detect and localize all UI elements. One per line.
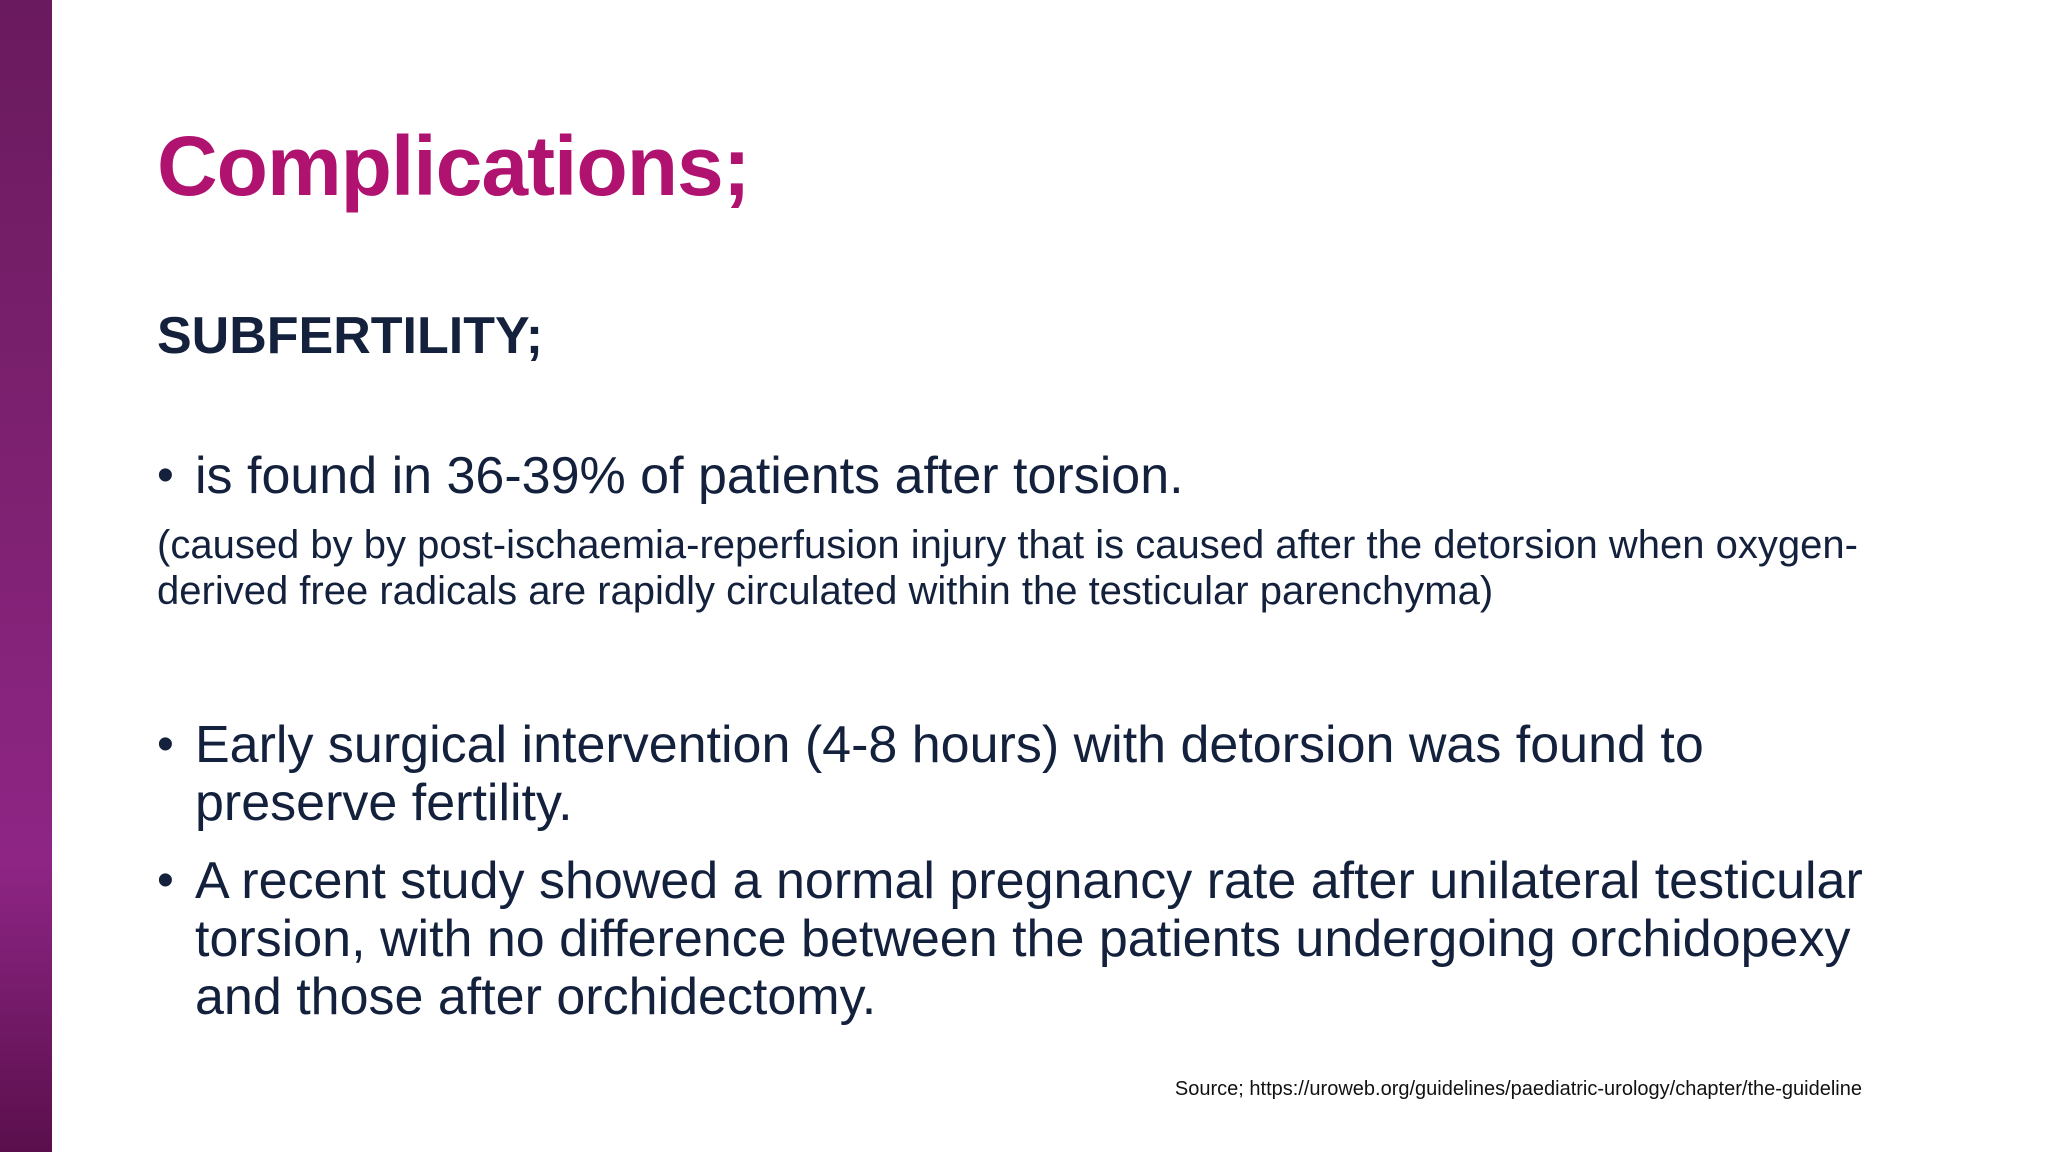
side-accent-bar (0, 0, 52, 1152)
explanatory-note: (caused by by post-ischaemia-reperfusion injury that is caused after the detorsion when oxygen-derived free radicals are rapidly circulated within the testicular parenchyma) (157, 523, 1858, 613)
bullet-item (157, 447, 1917, 505)
bullet-marker: • (157, 718, 174, 771)
bullet-text: Early surgical intervention (4-8 hours) with detorsion was found to preserve fertility. (195, 716, 1704, 832)
bullet-text: A recent study showed a normal pregnancy rate after unilateral testicular torsion, with no difference between the patients undergoing orchidopexy and those after orchidectomy. (195, 852, 1863, 1026)
source-citation: Source; https://uroweb.org/guidelines/paediatric-urology/chapter/the-guideline (1174, 1078, 1862, 1100)
bullet-item (157, 852, 1917, 1026)
section-heading: SUBFERTILITY; (157, 307, 544, 365)
bullet-marker: • (157, 854, 174, 907)
bullet-marker: • (157, 449, 174, 502)
slide-title: Complications; (157, 119, 750, 213)
bullet-text: is found in 36-39% of patients after torsion. (195, 447, 1184, 505)
bullet-item (157, 716, 1917, 832)
